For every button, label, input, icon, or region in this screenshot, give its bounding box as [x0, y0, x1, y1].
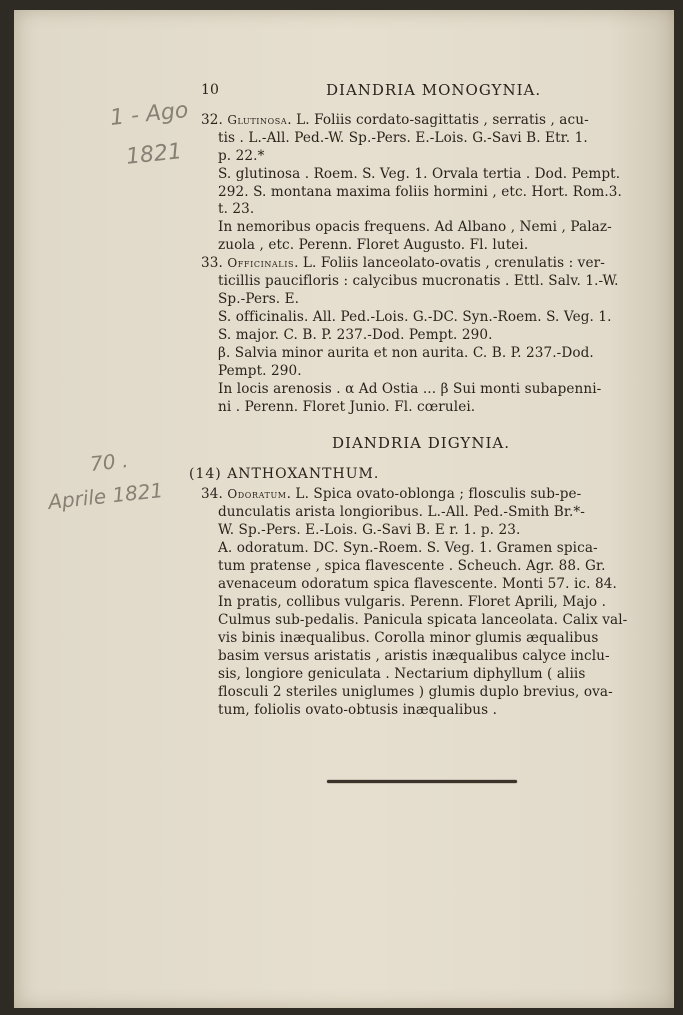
- entry-line: sis, longiore geniculata . Nectarium diphyllum ( aliis: [218, 666, 586, 682]
- book-page: [14, 10, 674, 1008]
- entry-line: t. 23.: [218, 201, 255, 217]
- entry-line: 34. Odoratum. L. Spica ovato-oblonga ; flosculis sub-pe-: [201, 486, 582, 502]
- entry-line: avenaceum odoratum spica flavescente. Monti 57. ic. 84.: [218, 576, 617, 592]
- species-name: Glutinosa: [227, 113, 288, 127]
- handwritten-note-number: 70 .: [88, 448, 130, 476]
- entry-line: tis . L.-All. Ped.-W. Sp.-Pers. E.-Lois. G.-Savi B. Etr. 1.: [218, 130, 588, 146]
- end-rule: [327, 780, 517, 783]
- section-title: DIANDRIA DIGYNIA.: [332, 434, 510, 452]
- entry-line: 292. S. montana maxima foliis hormini , etc. Hort. Rom.3.: [218, 184, 622, 200]
- entry-line: S. officinalis. All. Ped.-Lois. G.-DC. Syn.-Roem. S. Veg. 1.: [218, 309, 612, 325]
- entry-line: In locis arenosis . α Ad Ostia ... β Sui monti subapenni-: [218, 381, 602, 397]
- species-name: Odoratum: [227, 487, 287, 501]
- species-name: Officinalis: [227, 256, 295, 270]
- entry-line: β. Salvia minor aurita et non aurita. C. B. P. 237.-Dod.: [218, 345, 594, 361]
- entry-line: 33. Officinalis. L. Foliis lanceolato-ovatis , crenulatis : ver-: [201, 255, 605, 271]
- entry-line: ni . Perenn. Floret Junio. Fl. cœrulei.: [218, 399, 476, 415]
- page-number: 10: [201, 82, 220, 98]
- entry-line: S. glutinosa . Roem. S. Veg. 1. Orvala tertia . Dod. Pempt.: [218, 166, 621, 182]
- entry-line: 32. Glutinosa. L. Foliis cordato-sagittatis , serratis , acu-: [201, 112, 589, 128]
- entry-line: basim versus aristatis , aristis inæqualibus calyce inclu-: [218, 648, 610, 664]
- entry-line: W. Sp.-Pers. E.-Lois. G.-Savi B. E r. 1. p. 23.: [218, 522, 521, 538]
- entry-line: Sp.-Pers. E.: [218, 291, 300, 307]
- entry-line: zuola , etc. Perenn. Floret Augusto. Fl. lutei.: [218, 237, 529, 253]
- entry-line: dunculatis arista longioribus. L.-All. Ped.-Smith Br.*-: [218, 504, 585, 520]
- running-title: DIANDRIA MONOGYNIA.: [326, 81, 542, 99]
- handwritten-note-year: 1821: [124, 139, 184, 170]
- entry-line: p. 22.*: [218, 148, 265, 164]
- entry-line: vis binis inæqualibus. Corolla minor glumis æqualibus: [218, 630, 599, 646]
- entry-line: flosculi 2 steriles uniglumes ) glumis duplo brevius, ova-: [218, 684, 613, 700]
- genus-heading: (14) ANTHOXANTHUM.: [189, 466, 380, 482]
- entry-line: Pempt. 290.: [218, 363, 302, 379]
- entry-line: Culmus sub-pedalis. Panicula spicata lanceolata. Calix val-: [218, 612, 628, 628]
- handwritten-note-april: Aprile 1821: [47, 478, 165, 514]
- entry-line: In nemoribus opacis frequens. Ad Albano , Nemi , Palaz-: [218, 219, 612, 235]
- entry-line: S. major. C. B. P. 237.-Dod. Pempt. 290.: [218, 327, 493, 343]
- entry-line: A. odoratum. DC. Syn.-Roem. S. Veg. 1. Gramen spica-: [218, 540, 598, 556]
- entry-line: ticillis paucifloris : calycibus mucronatis . Ettl. Salv. 1.-W.: [218, 273, 619, 289]
- entry-line: tum pratense , spica flavescente . Scheuch. Agr. 88. Gr.: [218, 558, 606, 574]
- entry-line: In pratis, collibus vulgaris. Perenn. Floret Aprili, Majo .: [218, 594, 607, 610]
- entry-line: tum, foliolis ovato-obtusis inæqualibus .: [218, 702, 498, 718]
- handwritten-note-date: 1 - Ago: [108, 97, 190, 132]
